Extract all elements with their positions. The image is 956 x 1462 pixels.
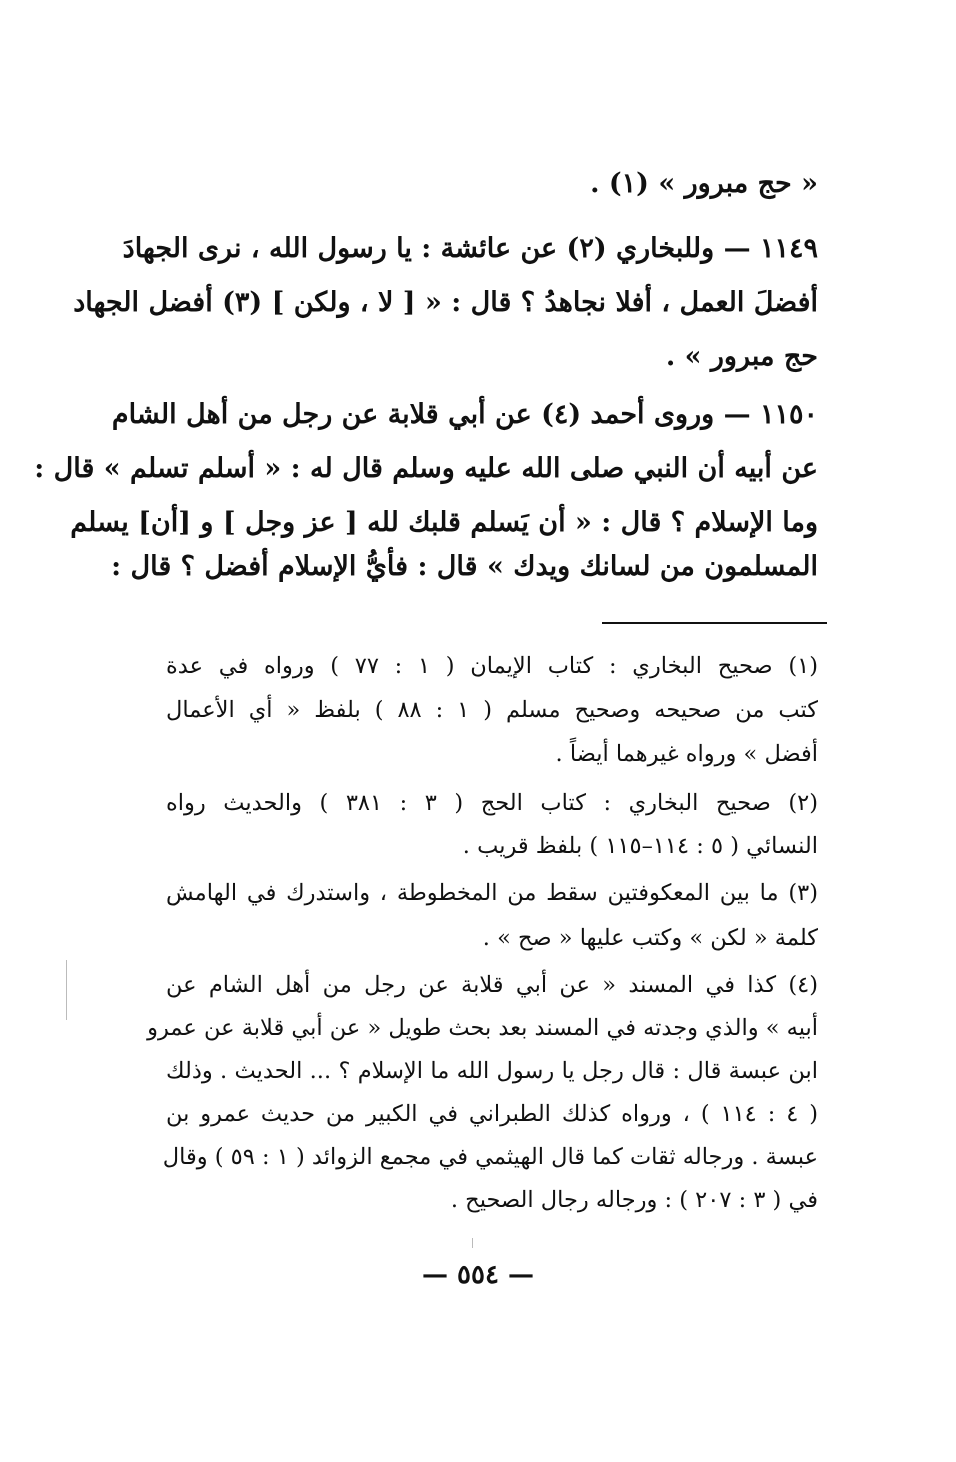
main-text-line: ١١٥٠ — وروى أحمد (٤) عن أبي قلابة عن رجل من أهل الشام [111, 399, 818, 430]
footnote-line: أفضل » ورواه غيرهما أيضاً . [555, 741, 818, 767]
main-text-line: المسلمون من لسانك ويدك » قال : فأيُّ الإسلام أفضل ؟ قال : [111, 551, 818, 582]
footnote-line: (٣) ما بين المعكوفتين سقط من المخطوطة ، واستدرك في الهامش [166, 880, 818, 906]
footnote-line: ابن عبسة قال : قال رجل يا رسول الله ما الإسلام ؟ ... الحديث . وذلك [166, 1058, 818, 1084]
footnote-line: (٤) كذا في المسند « عن أبي قلابة عن رجل من أهل الشام عن [166, 972, 818, 998]
page-number: — ٥٥٤ — [421, 1260, 535, 1290]
main-text-line: « حج مبرور » (١) . [590, 168, 818, 199]
footnote-separator [602, 622, 827, 624]
scan-mark [66, 960, 67, 1020]
footnote-line: (٢) صحيح البخاري : كتاب الحج ( ٣ : ٣٨١ ) والحديث رواه [166, 790, 818, 816]
scan-mark [472, 1238, 473, 1248]
main-text-line: ١١٤٩ — وللبخاري (٢) عن عائشة : يا رسول الله ، نرى الجهادَ [122, 233, 818, 264]
footnote-line: أبيه » والذي وجدته في المسند بعد بحث طويل « عن أبي قلابة عن عمرو [147, 1015, 818, 1041]
footnote-line: ( ٤ : ١١٤ ) ، ورواه كذلك الطبراني في الكبير من حديث عمرو بن [166, 1101, 818, 1127]
main-text-line: وما الإسلام ؟ قال : « أن يَسلم قلبك لله [ عز وجل ] و [أن] يسلم [70, 507, 818, 538]
footnote-line: (١) صحيح البخاري : كتاب الإيمان ( ١ : ٧٧ ) ورواه في عدة [166, 653, 818, 679]
footnote-line: النسائي ( ٥ : ١١٤–١١٥ ) بلفظ قريب . [462, 833, 818, 859]
footnote-line: في ( ٣ : ٢٠٧ ) : ورجاله رجال الصحيح . [450, 1187, 818, 1213]
main-text-line: أفضلَ العمل ، أفلا نجاهدُ ؟ قال : « [ لا ، ولكن ] (٣) أفضل الجهاد [73, 287, 818, 318]
footnote-line: عبسة . ورجاله ثقات كما قال الهيثمي في مجمع الزوائد ( ١ : ٥٩ ) وقال [162, 1144, 818, 1170]
main-text-line: حج مبرور » . [665, 341, 818, 372]
main-text-line: عن أبيه أن النبي صلى الله عليه وسلم قال له : « أسلم تسلم » قال : [34, 453, 818, 484]
footnote-line: كلمة « لكن » وكتب عليها « صح » . [482, 925, 818, 951]
footnote-line: كتب من صحيحه وصحيح مسلم ( ١ : ٨٨ ) بلفظ « أي الأعمال [166, 697, 819, 723]
